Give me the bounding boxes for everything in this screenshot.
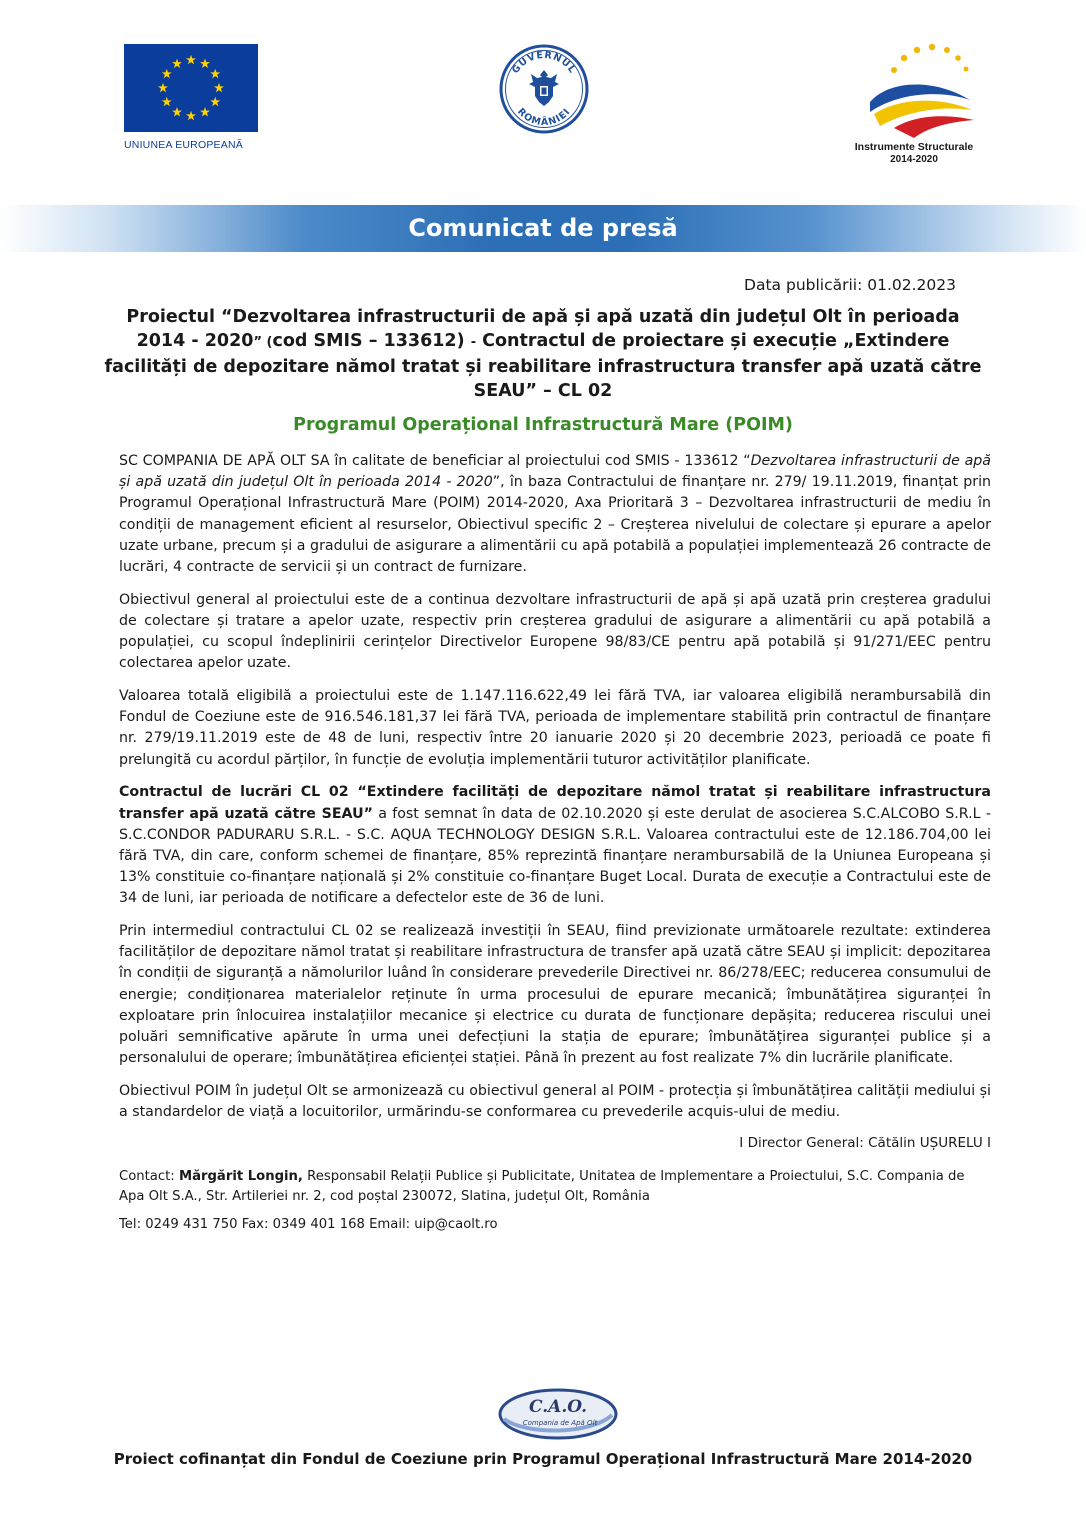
paragraph-results: Prin intermediul contractului CL 02 se realizează investiții în SEAU, fiind previzionate următoarele rezultate: extinderea facilităților de depozitare nămol tratat și reabilitare infrastructura de transfer apă uzată către SEAU și implicit: depozitarea în condiții de siguranță a nămolurilor luând în considerare prevederile Directivei nr. 86/278/EEC; reducerea consumului de energie; condiționarea materialelor reținute în urma procesului de epurare mecanică; îmbunătățirea siguranței în exploatare prin înlocuirea instalațiilor mecanice și electrice cu durata de funcționare depășita; reducerea riscului unei poluări semnificative apărute în urma unei defecțiuni la stația de epurare; îmbunătățirea siguranței publice și a personalului de operare; îmbunătățirea eficienței stației. Până în prezent au fost realizate 7% din lucrările planificate. [119, 923, 991, 1067]
paragraph-text: a fost semnat în data de 02.10.2020 și este derulat de asocierea S.C.ALCOBO S.R.L - S.C.CONDOR PADURARU S.R.L. - S.C. AQUA TECHNOLOGY DESIGN S.R.L. Valoarea contractului este de 12.186.704,00 lei fără TVA, din care, conform schemei de finanțare, 85% reprezintă finanțare nerambursabilă de la Uniunea Europeana și 13% constituie co-finanțare națională și 2% constituie co-finanțare Buget Local. Durata de execuție a Contractului este de 34 de luni, iar perioada de notificare a defectelor este de 36 de luni. [119, 805, 991, 907]
eu-star-icon [186, 111, 196, 120]
logo-header [0, 0, 1086, 200]
cao-subtext: Compania de Apă Olt [522, 1419, 598, 1427]
romanian-government-seal [499, 44, 589, 134]
eu-star-icon [162, 97, 172, 106]
contact-info [119, 1167, 991, 1207]
contact-details: Responsabil Relații Publice și Publicitate, Unitatea de Implementare a Proiectului, S.C. Compania de Apa Olt S.A., Str. Artileriei nr. 2, cod poștal 230072, Slatina, județul Olt, România [119, 1168, 965, 1204]
eu-flag-icon [124, 44, 258, 132]
is-label-title: Instrumente Structurale [854, 141, 974, 153]
paragraph-objective: Obiectivul general al proiectului este de a continua dezvoltare infrastructurii de apă și apă uzată prin creșterea gradului de colectare și tratare a apelor uzate, respectiv prin creșterea gradului de asigurare a alimentării cu apă potabilă a populației, cu scopul îndeplinirii cerințelor Directivelor Europene 98/83/CE pentru apă potabilă și 91/271/EEC pentru colectarea apelor uzate. [119, 591, 991, 672]
eu-star-icon [210, 69, 220, 78]
title-small-2: - [470, 335, 477, 350]
publication-date: Data publicării: 01.02.2023 [744, 276, 956, 294]
eu-star-icon [172, 107, 182, 116]
stars-arc-icon [891, 44, 969, 73]
gov-text-bottom: ROMÂNIEI [515, 106, 573, 129]
title-part-2: cod SMIS – 133612) [272, 331, 471, 351]
paragraph-beneficiary [119, 451, 991, 578]
eu-star-icon [210, 97, 220, 106]
eu-label: UNIUNEA EUROPEANĂ [124, 139, 243, 151]
program-subtitle: Programul Operațional Infrastructură Mare (POIM) [293, 415, 793, 435]
paragraph-value: Valoarea totală eligibilă a proiectului este de 1.147.116.622,49 lei fără TVA, iar valoarea eligibilă nerambursabilă din Fondul de Coeziune este de 916.546.181,37 lei fără TVA, perioada de implementare stabilită prin contractul de finanțare nr. 279/19.11.2019 este de 48 de luni, respectiv între 20 ianuarie 2020 și 20 decembrie 2023, perioadă ce poate fi prelungită cu acordul părților, în funcție de evoluția implementării tuturor activităților planificate. [119, 688, 991, 768]
paragraph-contract [119, 782, 991, 909]
contract-name-bold: Contractul de lucrări CL 02 “Extindere facilități de depozitare nămol tratat și reabilitare infrastructura transfer apă uzată către SEAU” [119, 784, 991, 822]
eu-star-icon [186, 55, 196, 64]
eu-star-icon [200, 107, 210, 116]
eu-star-icon [214, 83, 224, 92]
director-signature: I Director General: Cătălin UȘURELU I [739, 1134, 991, 1151]
eu-star-icon [200, 59, 210, 68]
paragraph-poim: Obiectivul POIM în județul Olt se armonizează cu obiectivul general al POIM - protecția și îmbunătățirea calității mediului și a standardelor de viață a locuitorilor, urmărindu-se conformarea cu prevederile acquis-ului de mediu. [119, 1082, 991, 1121]
paragraph-text: ”, în baza Contractului de finanțare nr. 279/ 19.11.2019, finanțat prin Programul Operațional Infrastructură Mare (POIM) 2014-2020, Axa Prioritară 3 – Dezvoltarea infrastructurii de mediu în condiții de management eficient al resurselor, Obiectivul specific 2 – Creșterea nivelului de colectare și epurare a apelor uzate urbane, precum și a gradului de asigurare a alimentării cu apă potabilă a populației implementează 26 contracte de lucrări, 4 contracte de servicii și un contract de furnizare. [119, 474, 992, 576]
cao-text: C.A.O. [529, 1397, 587, 1417]
gov-text-top: GUVERNUL [510, 49, 578, 76]
cofinancing-footer: Proiect cofinanțat din Fondul de Coeziune prin Programul Operațional Infrastructură Mare 2014-2020 [113, 1450, 973, 1468]
project-name-italic: Dezvoltarea infrastructurii de apă și apă uzată din județul Olt în perioada 2014 - 2020 [119, 453, 991, 491]
title-part-3: Contractul de proiectare și execuție „Extindere facilități de depozitare nămol tratat și reabilitare infrastructura transfer apă uzată către SEAU” – CL 02 [104, 331, 982, 401]
eu-star-icon [162, 69, 172, 78]
eu-star-icon [158, 83, 168, 92]
eu-logo [124, 44, 260, 151]
press-release-banner [0, 205, 1086, 252]
contact-prefix: Contact: [119, 1168, 179, 1184]
banner-title: Comunicat de presă [408, 214, 678, 242]
cao-logo [496, 1385, 620, 1443]
contact-phones: Tel: 0249 431 750 Fax: 0349 401 168 Email: uip@caolt.ro [119, 1216, 498, 1232]
contact-name: Mărgărit Longin, [178, 1168, 303, 1184]
document-title [104, 305, 982, 403]
title-part-1: Proiectul “Dezvoltarea infrastructurii de apă și apă uzată din județul Olt în perioada 2014 - 2020 [126, 307, 960, 351]
document-body [119, 451, 991, 1243]
eu-star-icon [172, 59, 182, 68]
is-label-years: 2014-2020 [890, 154, 938, 165]
paragraph-text: SC COMPANIA DE APĂ OLT SA în calitate de beneficiar al proiectului cod SMIS - 133612 “ [119, 453, 751, 469]
title-small-1: ” ( [253, 335, 273, 350]
